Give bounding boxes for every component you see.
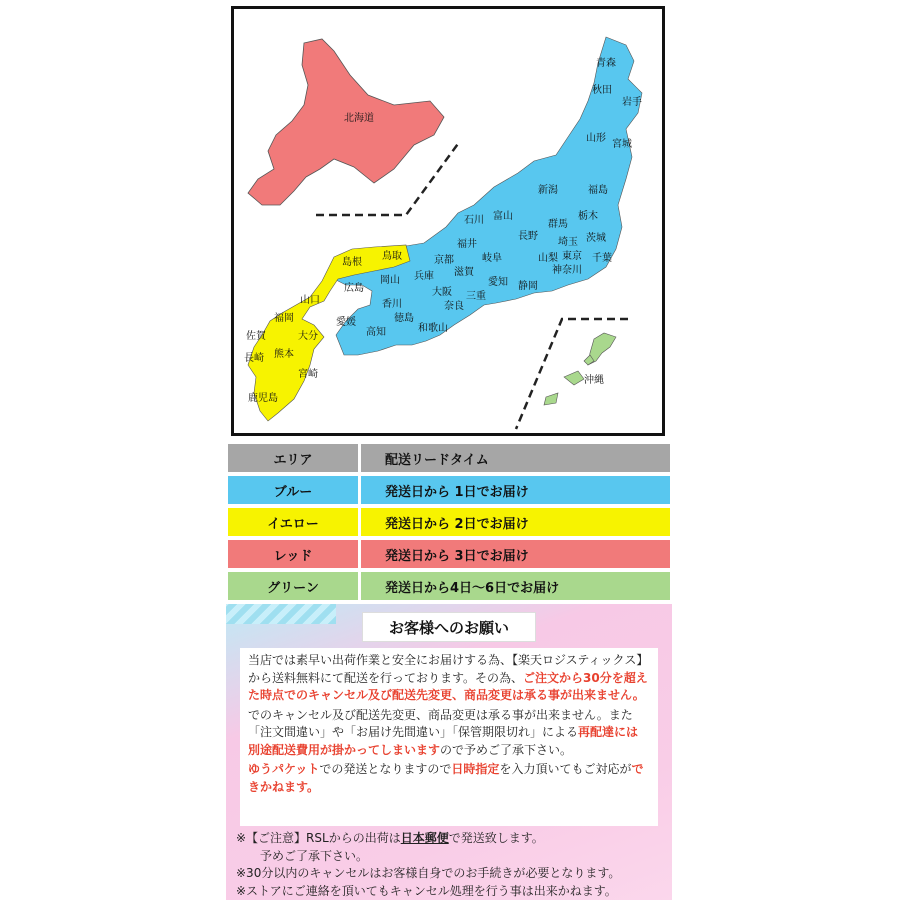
note-1 [236, 830, 666, 848]
p3-text-2: を入力頂いてもご対応が [499, 762, 632, 776]
header-area: エリア [228, 444, 358, 472]
note-2: ※30分以内のキャンセルはお客様自身でのお手続きが必要となります。 [236, 866, 621, 880]
label-akita: 秋田 [592, 85, 612, 96]
p2-text: でのキャンセル及び配送先変更、商品変更は承る事が出来ません。また「注文間違い」や「お届け先間違い」「保管期限切れ」による [248, 707, 633, 739]
lead-green: 発送日から4日～6日でお届け [361, 572, 670, 600]
label-tottori: 鳥取 [382, 251, 402, 262]
label-okayama: 岡山 [380, 275, 400, 286]
p2-warning: 再配達には別途配送費用が掛かってしまいます [248, 725, 639, 757]
table-row-green [228, 572, 670, 600]
label-nara: 奈良 [444, 301, 464, 312]
label-hyogo: 兵庫 [414, 271, 434, 282]
lead-blue: 発送日から 1日でお届け [361, 476, 670, 504]
p1-text: 当店では素早い出荷作業と安全にお届けする為、【楽天ロジスティックス】から送料無料にて配送を行っております。その為、 [248, 653, 649, 685]
note1-japan-post: 日本郵便 [400, 831, 449, 845]
japan-delivery-map [231, 6, 665, 436]
label-mie: 三重 [466, 291, 486, 302]
label-niigata: 新潟 [538, 185, 558, 196]
label-ibaraki: 茨城 [586, 233, 606, 244]
notice-paragraph-3 [248, 761, 650, 796]
label-miyazaki: 宮崎 [298, 369, 318, 380]
label-nagasaki: 長崎 [244, 353, 264, 364]
label-iwate: 岩手 [622, 97, 642, 108]
lead-yellow: 発送日から 2日でお届け [361, 508, 670, 536]
label-shiga: 滋賀 [454, 267, 474, 278]
label-hiroshima: 広島 [344, 283, 364, 294]
notice-notes [236, 830, 666, 900]
p3-text: での発送となりますので [319, 762, 452, 776]
label-fukuoka: 福岡 [274, 313, 294, 324]
table-row-red [228, 540, 670, 568]
lead-red: 発送日から 3日でお届け [361, 540, 670, 568]
note1-text-end: で発送致します。 [448, 831, 544, 845]
label-shimane: 島根 [342, 257, 362, 268]
label-ishikawa: 石川 [464, 215, 484, 226]
label-kagawa: 香川 [382, 299, 402, 310]
note-1-cont: 予めご了承下さい。 [260, 848, 369, 863]
label-toyama: 富山 [493, 211, 513, 222]
label-ehime: 愛媛 [336, 317, 356, 328]
label-gifu: 岐阜 [482, 253, 502, 264]
label-shizuoka: 静岡 [518, 281, 538, 292]
label-oita: 大分 [298, 331, 318, 342]
area-blue: ブルー [228, 476, 358, 504]
label-kochi: 高知 [366, 327, 386, 338]
label-tochigi: 栃木 [578, 211, 598, 222]
notice-body [240, 648, 658, 826]
label-kumamoto: 熊本 [274, 349, 294, 360]
label-miyagi: 宮城 [612, 139, 632, 150]
decorative-stripe [226, 604, 336, 624]
label-kanagawa: 神奈川 [552, 265, 582, 276]
area-red: レッド [228, 540, 358, 568]
p3-yupacket: ゆうパケット [248, 762, 320, 776]
label-gunma: 群馬 [548, 219, 568, 230]
label-wakayama: 和歌山 [418, 323, 448, 334]
customer-notice [226, 604, 672, 900]
label-saitama: 埼玉 [558, 237, 578, 248]
p1-warning: ご注文から30分を超えた時点でのキャンセル及び配送先変更、商品変更は承る事が出来ません。 [248, 670, 648, 702]
label-yamaguchi: 山口 [300, 295, 320, 306]
label-okinawa: 沖縄 [584, 375, 604, 386]
label-yamanashi: 山梨 [538, 253, 558, 264]
notice-paragraph-1 [248, 652, 650, 705]
label-hokkaido: 北海道 [344, 113, 374, 124]
header-lead: 配送リードタイム [361, 444, 670, 472]
label-tokushima: 徳島 [394, 313, 414, 324]
p2-text-end: ので予めご了承下さい。 [440, 742, 573, 757]
table-header-row [228, 444, 670, 472]
area-green: グリーン [228, 572, 358, 600]
label-kagoshima: 鹿児島 [248, 393, 278, 404]
label-nagano: 長野 [518, 231, 538, 242]
label-kyoto: 京都 [434, 255, 454, 266]
table-row-blue [228, 476, 670, 504]
lead-time-table [228, 444, 670, 604]
area-yellow: イエロー [228, 508, 358, 536]
label-aomori: 青森 [596, 58, 616, 69]
label-fukui: 福井 [457, 239, 477, 250]
label-aichi: 愛知 [488, 277, 508, 288]
label-fukushima: 福島 [588, 185, 608, 196]
p3-cannot: できかねます。 [248, 762, 644, 794]
label-saga: 佐賀 [246, 331, 266, 342]
notice-title: お客様へのお願い [362, 612, 536, 642]
table-row-yellow [228, 508, 670, 536]
note1-text: ※【ご注意】RSLからの出荷は [236, 831, 401, 845]
label-tokyo: 東京 [562, 251, 582, 262]
note-3: ※ストアにご連絡を頂いてもキャンセル処理を行う事は出来かねます。 [236, 883, 617, 898]
p3-date-spec: 日時指定 [451, 762, 500, 776]
map-canvas [234, 9, 662, 433]
notice-paragraph-2 [248, 707, 650, 760]
label-chiba: 千葉 [592, 253, 612, 264]
label-yamagata: 山形 [586, 133, 606, 144]
label-osaka: 大阪 [432, 287, 452, 298]
